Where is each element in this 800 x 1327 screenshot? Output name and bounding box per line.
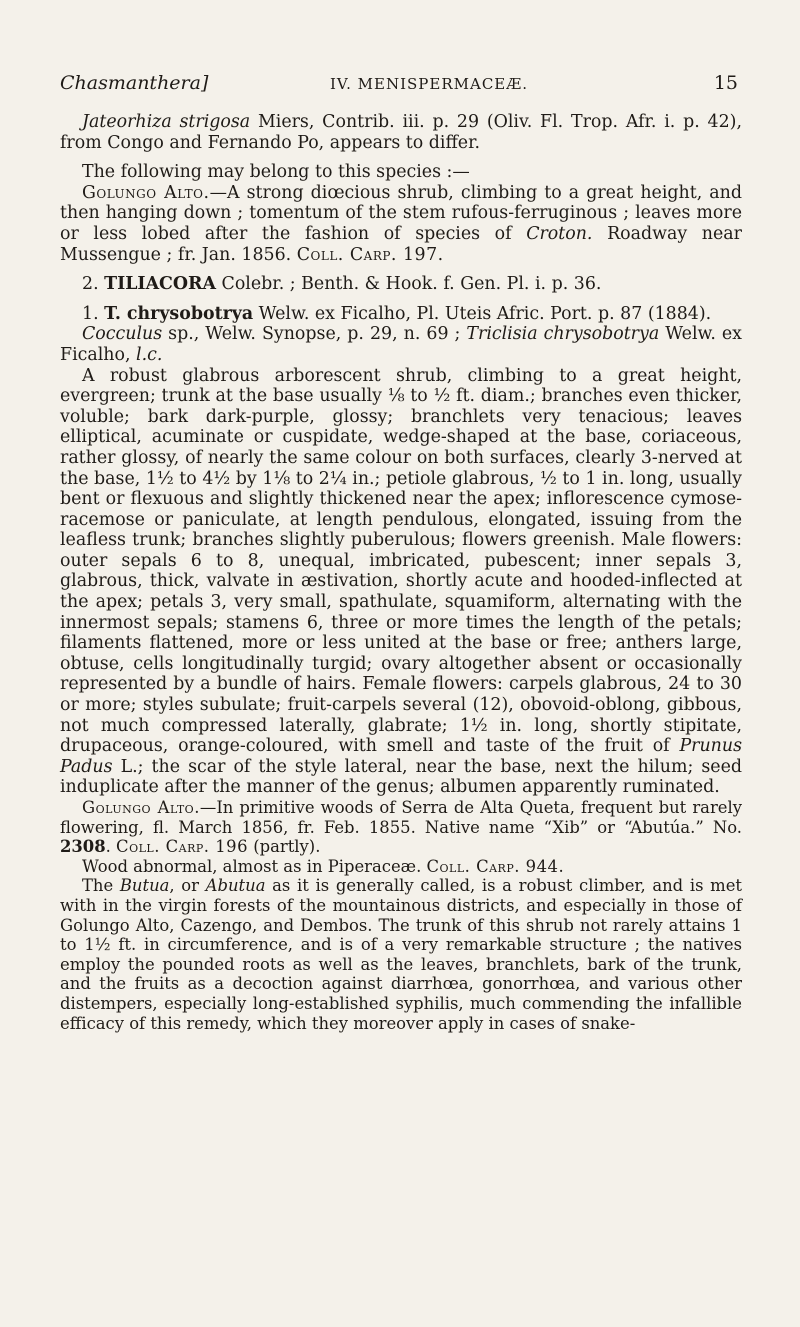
paragraph-text: as it is generally called, is a robust climber, and is met with in the virgin forests of the mountainous districts, and especially in those of Golungo Alto, Cazengo, and Dembos. The trunk of this shrub not rarely attains 1 to 1½ ft. in circumference, and is of a very remarkable structure ; the natives employ the pounded roots as well as the leaves, branchlets, bark of the trunk, and the fruits as a decoction against diarrhœa, gonorrhœa, and various other distempers, especially long-established syphilis, much commending the infallible efficacy of this remedy, which they moreover apply in cases of snake- <box>60 876 742 1033</box>
paragraph-text: A robust glabrous arborescent shrub, climbing to a great height, evergreen; trunk at the base usually ⅛ to ½ ft. diam.; branches even thicker, voluble; bark dark-purple, glossy; branchlets very tenacious; leaves elliptical, acuminate or cuspidate, wedge-shaped at the base, coriaceous, rather glossy, of nearly the same colour on both surfaces, clearly 3-nerved at the base, 1½ to 4½ by 1⅛ to 2¼ in.; petiole glabrous, ½ to 1 in. long, usually bent or flexuous and slightly thickened near the apex; inflorescence cymose-racemose or paniculate, at length pendulous, elongated, issuing from the leafless trunk; branches slightly puberulous; flowers greenish. Male flowers: outer sepals 6 to 8, unequal, imbricated, pubescent; inner sepals 3, glabrous, thick, valvate in æstivation, shortly acute and hooded-inflected at the apex; petals 3, very small, spathulate, squamiform, alternating with the innermost sepals; stamens 6, three or more times the length of the petals; filaments flattened, more or less united at the base or free; anthers large, obtuse, cells longitudinally turgid; ovary altogether absent or occasionally represented by a bundle of hairs. Female flowers: carpels glabrous, 24 to 30 or more; styles subulate; fruit-carpels several (12), obovoid-oblong, gibbous, not much compressed laterally, glabrate; 1½ in. long, shortly stipitate, drupaceous, orange-coloured, with smell and taste of the fruit of <box>60 365 742 757</box>
paragraph-text: L.; the scar of the style lateral, near the base, next the hilum; seed induplicate after the manner of the genus; albumen apparently ruminated. <box>60 756 742 798</box>
genus-name: Croton. <box>526 223 593 244</box>
taxon-name: Jateorhiza strigosa <box>82 112 251 132</box>
genus-citation: Colebr. ; Benth. & Hook. f. Gen. Pl. i. p. 36. <box>216 274 602 295</box>
loc-cit: l.c. <box>136 344 163 365</box>
locality-name: Golungo Alto. <box>82 798 200 817</box>
paragraph-butua <box>60 876 742 1033</box>
vernacular-name: Butua <box>119 876 170 896</box>
specimen-number: 2308 <box>60 837 106 857</box>
paragraph-text: The following may belong to this species :— <box>82 162 470 183</box>
species-title: T. chrysobotrya <box>104 303 254 324</box>
paragraph-jateorhiza <box>60 112 742 153</box>
paragraph-text: Wood abnormal, almost as in Piperaceæ. <box>82 856 427 876</box>
collection-ref: Coll. Carp. 197. <box>296 244 444 265</box>
synonymy <box>60 324 742 365</box>
paragraph-text: (partly). <box>248 837 321 857</box>
synonym-genus: Cocculus <box>82 324 163 345</box>
running-head-section: Chasmanthera] <box>60 72 209 94</box>
species-description <box>60 366 742 798</box>
synonym-species: Triclisia chrysobotrya <box>466 324 660 345</box>
paragraph-text: Miers, Contrib. iii. p. 29 (Oliv. Fl. Trop. Afr. i. p. 42), from Congo and Fernando Po, appears to differ. <box>60 112 742 153</box>
species-number: 1. <box>82 303 99 324</box>
collection-ref: Coll. Carp. 944. <box>426 856 565 876</box>
page-number: 15 <box>713 72 738 94</box>
paragraph-text: —In primitive woods of Serra de Alta Queta, frequent but rarely flowering, fl. March 1856, fr. Feb. 1855. Native name “Xib” or “Abutúa.” No. <box>60 798 742 837</box>
genus-heading-tiliacora <box>60 274 742 295</box>
running-head <box>60 72 740 102</box>
paragraph-golungo-alto-1 <box>60 183 742 265</box>
paragraph-text: , or <box>169 876 206 896</box>
paragraph-text: Welw. ex Ficalho, <box>60 324 742 365</box>
paragraph-text: sp., Welw. Synopse, p. 29, n. 69 ; <box>162 324 467 345</box>
genus-number: 2. <box>82 274 99 295</box>
genus-title: TILIACORA <box>104 274 216 295</box>
paragraph-wood <box>60 857 742 877</box>
paragraph-text: . <box>105 837 117 857</box>
species-citation: Welw. ex Ficalho, Pl. Uteis Afric. Port. p. 87 (1884). <box>253 303 712 324</box>
locality-name: Golungo Alto. <box>82 182 210 203</box>
page-body <box>60 112 742 1033</box>
paragraph-text: —A strong diœcious shrub, climbing to a great height, and then hanging down ; tomentum of the stem rufous-ferruginous ; leaves more or less lobed after the fashion of species of <box>60 182 742 244</box>
running-head-family: IV. MENISPERMACEÆ. <box>330 75 529 93</box>
paragraph-golungo-alto-2 <box>60 798 742 857</box>
vernacular-name: Abutua <box>205 876 266 896</box>
paragraph-text: The <box>82 876 120 896</box>
species-heading <box>60 304 742 325</box>
taxon-name: Prunus Padus <box>60 736 742 777</box>
collection-ref: Coll. Carp. 196 <box>116 837 249 857</box>
paragraph-text: Roadway near Mussengue ; fr. Jan. 1856. <box>60 223 742 265</box>
paragraph-following <box>60 162 742 183</box>
